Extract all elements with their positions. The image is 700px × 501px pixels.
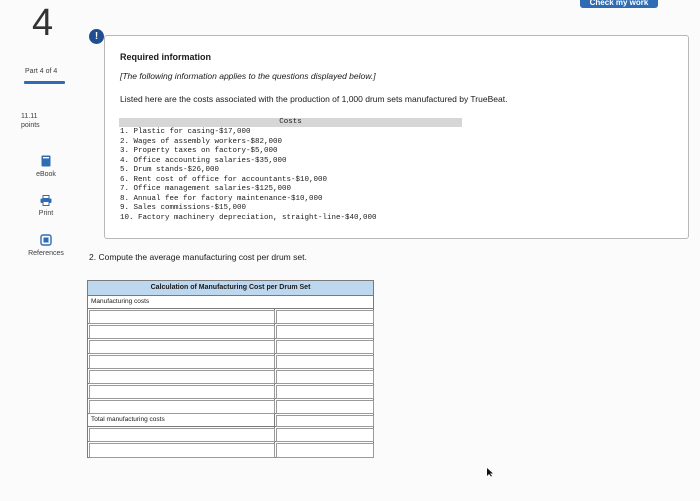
required-info-description: Listed here are the costs associated with the production of 1,000 drum sets manufactured by TrueBeat. bbox=[120, 94, 508, 104]
table-row bbox=[88, 442, 373, 457]
required-info-note: [The following information applies to the questions displayed below.] bbox=[120, 71, 376, 81]
mouse-cursor-icon bbox=[486, 467, 494, 477]
table-row bbox=[88, 339, 373, 354]
cost-item: 3. Property taxes on factory-$5,000 bbox=[120, 147, 278, 155]
cost-item: 8. Annual fee for factory maintenance-$10,000 bbox=[120, 194, 323, 203]
question-text: 2. Compute the average manufacturing cost per drum set. bbox=[89, 252, 307, 262]
cost-amount-input[interactable] bbox=[276, 355, 374, 369]
units-amount-input[interactable] bbox=[276, 428, 374, 442]
required-information-box bbox=[104, 35, 689, 239]
cost-description-input[interactable] bbox=[89, 340, 275, 354]
cost-description-input[interactable] bbox=[89, 325, 275, 339]
total-manufacturing-costs-label: Total manufacturing costs bbox=[91, 416, 165, 423]
ebook-label: eBook bbox=[36, 171, 56, 178]
cost-amount-input[interactable] bbox=[276, 400, 374, 414]
cost-item: 10. Factory machinery depreciation, straight-line-$40,000 bbox=[120, 213, 377, 222]
print-label: Print bbox=[38, 210, 54, 217]
costs-list bbox=[120, 128, 377, 223]
references-label: References bbox=[28, 250, 64, 257]
cost-description-input[interactable] bbox=[89, 400, 275, 414]
table-row bbox=[88, 369, 373, 384]
cost-item: 7. Office management salaries-$125,000 bbox=[120, 185, 292, 193]
per-unit-description-input[interactable] bbox=[89, 443, 275, 458]
total-amount-input[interactable] bbox=[276, 415, 374, 427]
cost-item: 2. Wages of assembly workers-$82,000 bbox=[120, 137, 283, 146]
section-label-row bbox=[88, 296, 373, 309]
print-icon bbox=[28, 195, 64, 208]
cost-description-input[interactable] bbox=[89, 370, 275, 384]
calculation-table-title: Calculation of Manufacturing Cost per Drum Set bbox=[88, 281, 373, 296]
cost-item: 6. Rent cost of office for accountants-$10,000 bbox=[120, 175, 328, 184]
points-label: points bbox=[21, 122, 40, 129]
per-unit-amount-input[interactable] bbox=[276, 443, 374, 458]
ebook-icon bbox=[28, 155, 64, 169]
cost-amount-input[interactable] bbox=[276, 325, 374, 339]
total-row bbox=[88, 414, 373, 427]
cost-description-input[interactable] bbox=[89, 310, 275, 324]
cost-amount-input[interactable] bbox=[276, 370, 374, 384]
costs-header: Costs bbox=[119, 118, 462, 127]
units-description-input[interactable] bbox=[89, 428, 275, 442]
part-progress-bar bbox=[24, 81, 65, 84]
question-number: 4 bbox=[32, 2, 54, 44]
cost-amount-input[interactable] bbox=[276, 385, 374, 399]
table-row bbox=[88, 399, 373, 414]
cost-item: 9. Sales commissions-$15,000 bbox=[120, 204, 247, 212]
print-button[interactable] bbox=[28, 195, 64, 217]
table-row bbox=[88, 354, 373, 369]
cost-item: 5. Drum stands-$26,000 bbox=[120, 166, 220, 174]
calculation-table bbox=[87, 280, 374, 458]
cost-amount-input[interactable] bbox=[276, 310, 374, 324]
alert-icon: ! bbox=[89, 29, 104, 44]
cost-amount-input[interactable] bbox=[276, 340, 374, 354]
references-button[interactable] bbox=[24, 234, 68, 257]
part-indicator: Part 4 of 4 bbox=[25, 68, 58, 75]
left-sidebar bbox=[0, 0, 86, 501]
cost-item: 4. Office accounting salaries-$35,000 bbox=[120, 156, 287, 165]
table-row bbox=[88, 384, 373, 399]
ebook-button[interactable] bbox=[28, 155, 64, 178]
points-value: 11.11 bbox=[21, 113, 38, 120]
references-icon bbox=[24, 234, 68, 248]
cost-description-input[interactable] bbox=[89, 385, 275, 399]
cost-item: 1. Plastic for casing-$17,000 bbox=[120, 128, 251, 136]
table-row bbox=[88, 309, 373, 324]
table-row bbox=[88, 324, 373, 339]
required-info-title: Required information bbox=[120, 52, 212, 62]
check-my-work-button[interactable]: Check my work bbox=[580, 0, 658, 8]
cost-description-input[interactable] bbox=[89, 355, 275, 369]
table-row bbox=[88, 427, 373, 442]
manufacturing-costs-label: Manufacturing costs bbox=[91, 298, 150, 305]
